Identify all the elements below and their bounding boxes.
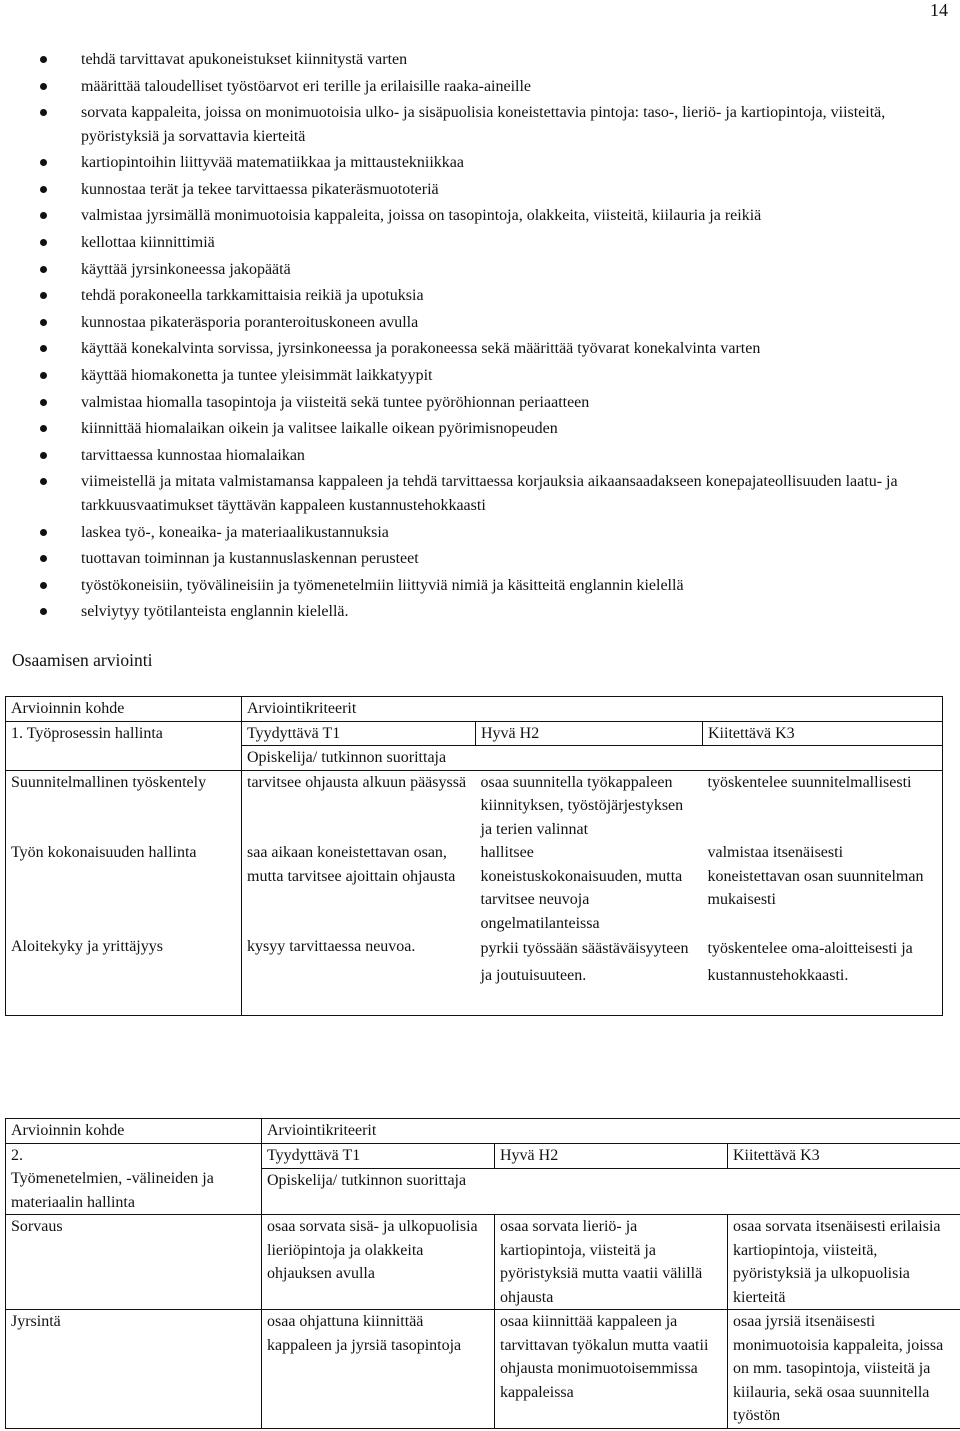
list-item-text: käyttää jyrsinkoneessa jakopäätä <box>81 260 291 278</box>
list-item-text: käyttää konekalvinta sorvissa, jyrsinkoneessa ja porakoneessa sekä määrittää työvarat konekalvinta varten <box>81 340 761 358</box>
col-target-header: Arvioinnin kohde <box>6 1119 262 1144</box>
list-item <box>0 600 960 624</box>
subject-label: Opiskelija/ tutkinnon suorittaja <box>242 746 943 771</box>
cell-h2: hallitsee koneistuskokonaisuuden, mutta tarvitsee neuvoja ongelmatilanteissa <box>480 844 683 932</box>
subject-row <box>6 746 943 771</box>
bullet-dot-icon <box>40 555 47 562</box>
bullet-dot-icon <box>40 266 47 273</box>
list-item <box>0 284 960 308</box>
col-criteria-header: Arviointikriteerit <box>262 1119 960 1144</box>
cell-t1: kysyy tarvittaessa neuvoa. <box>242 935 476 989</box>
list-item <box>0 470 960 517</box>
list-item-text: sorvata kappaleita, joissa on monimuotoisia ulko- ja sisäpuolisia koneistettavia pintoja: taso-, lieriö- ja kartiopintoja, viisteitä, pyöristyksiä ja sorvattavia kierteitä <box>81 104 886 145</box>
list-item <box>0 391 960 415</box>
bullet-dot-icon <box>40 56 47 63</box>
bullet-dot-icon <box>40 109 47 116</box>
table-header-row <box>6 1119 960 1144</box>
area-title <box>6 1143 262 1215</box>
empty-cell <box>6 989 242 1015</box>
bullet-dot-icon <box>40 425 47 432</box>
bullet-dot-icon <box>40 159 47 166</box>
cell-t1: tarvitsee ohjausta alkuun pääsyssä <box>242 770 476 841</box>
list-item-text: työstökoneisiin, työvälineisiin ja työmenetelmiin liittyviä nimiä ja käsitteitä englannin kielellä <box>81 576 684 594</box>
list-item-text: valmistaa jyrsimällä monimuotoisia kappaleita, joissa on tasopintoja, olakkeita, viisteitä, kiilauria ja reikiä <box>81 207 762 225</box>
list-item <box>0 101 960 148</box>
list-item-text: selviytyy työtilanteista englannin kielellä. <box>81 603 349 621</box>
list-item-text: kellottaa kiinnittimiä <box>81 234 215 252</box>
cell-k3: työskentelee oma-aloitteisesti ja kustannustehokkaasti. <box>703 935 943 989</box>
row-target: Työn kokonaisuuden hallinta <box>6 841 242 935</box>
requirements-bullet-list <box>0 48 960 627</box>
list-item-text: viimeistellä ja mitata valmistamansa kappaleen ja tehdä tarvittaessa korjauksia aikaansaadakseen konepajateollisuuden laatu- ja tarkkuusvaatimukset täyttävän kappaleen kustannustehokkaasti <box>81 473 898 514</box>
cell-h2: pyrkii työssään säästäväisyyteen ja joutuisuuteen. <box>480 940 689 984</box>
list-item-text: tarvittaessa kunnostaa hiomalaikan <box>81 446 305 464</box>
list-item <box>0 311 960 335</box>
list-item <box>0 151 960 175</box>
cell-t1: osaa ohjattuna kiinnittää kappaleen ja jyrsiä tasopintoja <box>262 1310 495 1429</box>
empty-cell <box>242 989 943 1015</box>
bullet-dot-icon <box>40 452 47 459</box>
spacer-row <box>6 989 943 1015</box>
assessment-table-1 <box>5 696 943 1016</box>
bullet-dot-icon <box>40 83 47 90</box>
bullet-dot-icon <box>40 319 47 326</box>
grade-t1: Tyydyttävä T1 <box>242 721 476 746</box>
assessment-table-2 <box>5 1118 960 1429</box>
list-item <box>0 337 960 361</box>
bullet-dot-icon <box>40 529 47 536</box>
list-item <box>0 231 960 255</box>
table-header-row <box>6 697 943 722</box>
list-item <box>0 75 960 99</box>
list-item-text: tuottavan toiminnan ja kustannuslaskennan perusteet <box>81 550 419 568</box>
area-name: Työmenetelmien, -välineiden ja materiaalin hallinta <box>11 1170 214 1211</box>
list-item-text: kartiopintoihin liittyvää matematiikkaa ja mittaustekniikkaa <box>81 154 465 172</box>
area-number: 2. <box>11 1146 23 1164</box>
cell-h2: osaa suunnitella työkappaleen kiinnityksen, työstöjärjestyksen ja terien valinnat <box>476 770 703 841</box>
list-item <box>0 574 960 598</box>
col-target-header: Arvioinnin kohde <box>6 697 242 722</box>
list-item-text: kiinnittää hiomalaikan oikein ja valitsee laikalle oikean pyörimisnopeuden <box>81 420 558 438</box>
list-item-text: määrittää taloudelliset työstöarvot eri terille ja erilaisille raaka-aineille <box>81 77 532 95</box>
row-target: Sorvaus <box>6 1215 262 1310</box>
grade-k3: Kiitettävä K3 <box>703 721 943 746</box>
cell-k3: osaa jyrsiä itsenäisesti monimuotoisia kappaleita, joissa on mm. tasopintoja, viisteitä ja kiilauria, sekä osaa suunnitella työstön <box>728 1310 960 1429</box>
table-row <box>6 1215 960 1310</box>
list-item <box>0 547 960 571</box>
list-item <box>0 258 960 282</box>
list-item-text: kunnostaa pikateräsporia poranteroituskoneen avulla <box>81 313 419 331</box>
bullet-dot-icon <box>40 239 47 246</box>
list-item <box>0 48 960 72</box>
list-item <box>0 444 960 468</box>
bullet-dot-icon <box>40 345 47 352</box>
grade-t1: Tyydyttävä T1 <box>262 1143 495 1169</box>
list-item-text: käyttää hiomakonetta ja tuntee yleisimmät laikkatyypit <box>81 367 433 385</box>
cell-t1: osaa sorvata sisä- ja ulkopuolisia lieriöpintoja ja olakkeita ohjauksen avulla <box>262 1215 495 1310</box>
grade-row <box>6 721 943 746</box>
table-row <box>6 770 943 841</box>
list-item <box>0 178 960 202</box>
cell-k3: työskentelee suunnitelmallisesti <box>703 770 943 841</box>
grade-h2: Hyvä H2 <box>476 721 703 746</box>
bullet-dot-icon <box>40 608 47 615</box>
cell-h2: osaa kiinnittää kappaleen ja tarvittavan työkalun mutta vaatii ohjausta monimuotoisemmissa kappaleissa <box>495 1310 728 1429</box>
list-item-text: valmistaa hiomalla tasopintoja ja viisteitä sekä tuntee pyöröhionnan periaatteen <box>81 393 590 411</box>
bullet-dot-icon <box>40 292 47 299</box>
list-item-text: kunnostaa terät ja tekee tarvittaessa pikateräsmuototeriä <box>81 180 439 198</box>
empty-cell <box>6 746 242 771</box>
subject-label: Opiskelija/ tutkinnon suorittaja <box>262 1169 960 1215</box>
table-row <box>6 1310 960 1429</box>
table-row <box>6 841 943 935</box>
row-target: Jyrsintä <box>6 1310 262 1429</box>
bullet-dot-icon <box>40 399 47 406</box>
bullet-dot-icon <box>40 582 47 589</box>
col-criteria-header: Arviointikriteerit <box>242 697 943 722</box>
list-item <box>0 204 960 228</box>
row-target: Aloitekyky ja yrittäjyys <box>6 935 242 989</box>
cell-h2: osaa sorvata lieriö- ja kartiopintoja, viisteitä ja pyöristyksiä mutta vaatii välillä ohjausta <box>495 1215 728 1310</box>
list-item <box>0 364 960 388</box>
list-item-text: laskea työ-, koneaika- ja materiaalikustannuksia <box>81 523 389 541</box>
bullet-dot-icon <box>40 212 47 219</box>
area-title: 1. Työprosessin hallinta <box>6 721 242 746</box>
grade-h2: Hyvä H2 <box>495 1143 728 1169</box>
cell-k3: valmistaa itsenäisesti koneistettavan osan suunnitelman mukaisesti <box>703 841 943 935</box>
grade-k3: Kiitettävä K3 <box>728 1143 960 1169</box>
list-item-text: tehdä porakoneella tarkkamittaisia reikiä ja upotuksia <box>81 287 424 305</box>
grade-row <box>6 1143 960 1169</box>
bullet-dot-icon <box>40 478 47 485</box>
list-item-text: tehdä tarvittavat apukoneistukset kiinnitystä varten <box>81 51 408 68</box>
list-item <box>0 417 960 441</box>
cell-t1: saa aikaan koneistettavan osan, mutta tarvitsee ajoittain ohjausta <box>242 841 476 935</box>
cell-k3: osaa sorvata itsenäisesti erilaisia kartiopintoja, viisteitä, pyöristyksiä ja ulkopuolisia kierteitä <box>728 1215 960 1310</box>
bullet-dot-icon <box>40 186 47 193</box>
list-item <box>0 521 960 545</box>
row-target: Suunnitelmallinen työskentely <box>6 770 242 841</box>
section-heading: Osaamisen arviointi <box>12 650 153 670</box>
table-row <box>6 935 943 989</box>
page-number: 14 <box>930 0 948 20</box>
bullet-dot-icon <box>40 372 47 379</box>
